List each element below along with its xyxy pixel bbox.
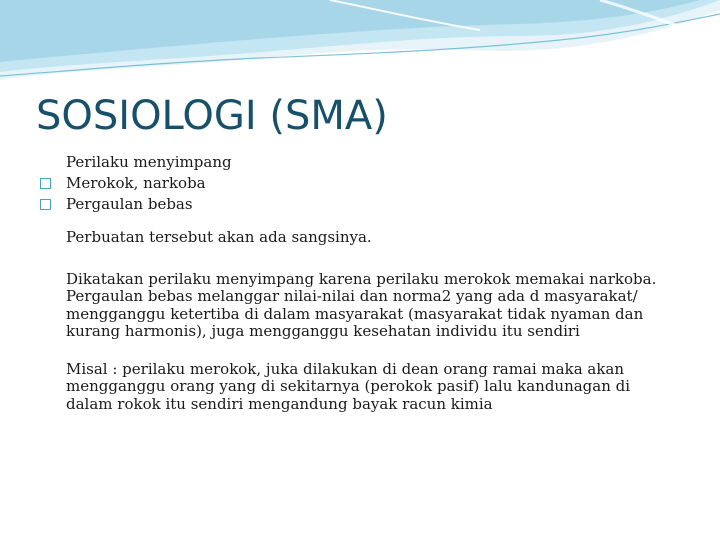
paragraph-explanation xyxy=(40,271,690,341)
paragraph-line: Pergaulan bebas melanggar nilai-nilai dan norma2 yang ada d masyarakat/ xyxy=(66,287,638,305)
paragraph-example xyxy=(40,361,690,414)
square-bullet-icon xyxy=(40,178,51,189)
paragraph-line: mengganggu orang yang di sekitarnya (perokok pasif) lalu kandunagan di xyxy=(66,377,631,395)
paragraph-line: mengganggu ketertiba di dalam masyarakat (masyarakat tidak nyaman dan xyxy=(66,304,644,323)
paragraph-line: dalam rokok itu sendiri mengandung bayak racun kimia xyxy=(66,394,493,413)
paragraph-line: kurang harmonis), juga mengganggu kesehatan individu itu sendiri xyxy=(66,322,580,340)
square-bullet-icon xyxy=(40,199,51,210)
list-item xyxy=(40,194,690,215)
list-item-text: Pergaulan bebas xyxy=(66,195,193,213)
list-item-text: Merokok, narkoba xyxy=(66,174,206,192)
paragraph-line: Misal : perilaku merokok, juka dilakukan di dean orang ramai maka akan xyxy=(66,359,625,378)
slide-title: SOSIOLOGI (SMA) xyxy=(36,93,388,139)
header-wave-decoration xyxy=(0,0,720,90)
paragraph-sanction xyxy=(40,229,690,247)
list-item xyxy=(40,152,690,173)
paragraph-line: Dikatakan perilaku menyimpang karena perilaku merokok memakai narkoba. xyxy=(66,269,657,288)
list-item xyxy=(40,173,690,194)
slide-content xyxy=(40,152,690,413)
paragraph-line: Perbuatan tersebut akan ada sangsinya. xyxy=(66,228,372,246)
list-item-text: Perilaku menyimpang xyxy=(66,153,232,171)
